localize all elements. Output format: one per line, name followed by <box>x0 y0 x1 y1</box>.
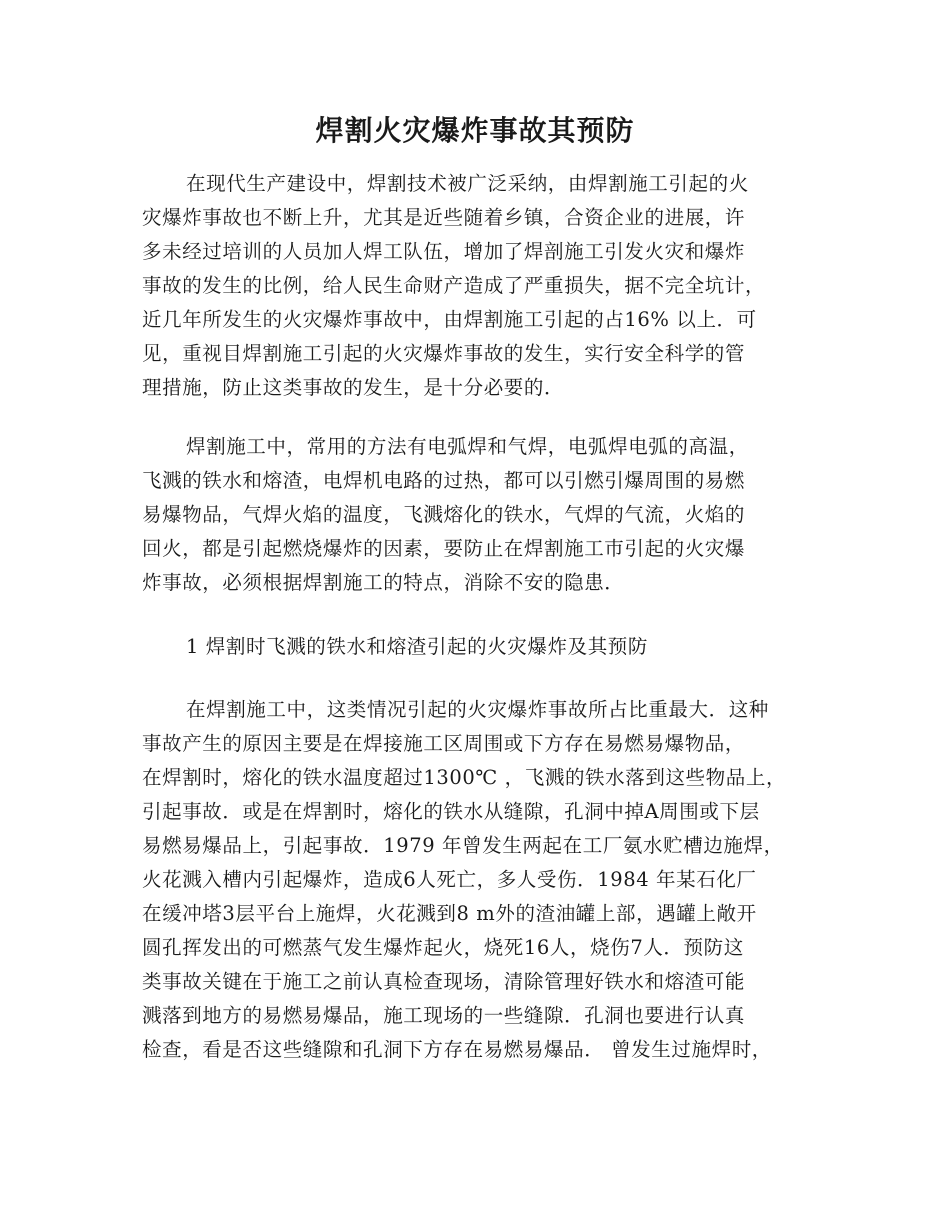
paragraph-3-line-6: 火花溅入槽内引起爆炸，造成6人死亡，多人受伤．1984 年某石化厂 <box>142 868 757 891</box>
paragraph-3-line-10: 溅落到地方的易燃易爆品，施工现场的一些缝隙．孔洞也要进行认真 <box>142 1004 746 1027</box>
paragraph-3-line-9: 类事故关键在于施工之前认真检查现场，清除管理好铁水和熔渣可能 <box>142 970 746 993</box>
paragraph-2-line-5: 炸事故，必须根据焊割施工的特点，消除不安的隐患． <box>142 571 625 594</box>
paragraph-2-line-1: 焊割施工中，常用的方法有电弧焊和气焊，电弧焊电弧的高温， <box>186 435 749 458</box>
paragraph-2-line-4: 回火，都是引起燃烧爆炸的因素，要防止在焊割施工巿引起的火灾爆 <box>142 537 746 560</box>
paragraph-2-line-3: 易爆物品，气焊火焰的温度，飞溅熔化的铁水，气焊的气流，火焰的 <box>142 503 746 526</box>
section-heading-1: 1 焊割时飞溅的铁水和熔渣引起的火灾爆炸及其预防 <box>186 635 649 658</box>
document-title: 焊割火灾爆炸事故其预防 <box>315 114 635 147</box>
paragraph-3-line-4: 引起事故．或是在焊割时，熔化的铁水从缝隙，孔洞中掉A周围或下层 <box>142 800 760 823</box>
paragraph-2-line-2: 飞溅的铁水和熔渣，电焊机电路的过热，都可以引燃引爆周围的易燃 <box>142 469 746 492</box>
paragraph-1-line-6: 见，重视目焊割施工引起的火灾爆炸事故的发生，实行安全科学的管 <box>142 342 746 365</box>
paragraph-1-line-5: 近几年所发生的火灾爆炸事故中，由焊割施工引起的占16% 以上．可 <box>142 308 757 331</box>
paragraph-1-line-3: 多未经过培训的人员加人焊工队伍，增加了焊剖施工引发火灾和爆炸 <box>142 240 746 263</box>
paragraph-1-line-7: 理措施，防止这类事故的发生，是十分必要的． <box>142 376 565 399</box>
paragraph-3-line-3: 在焊割时，熔化的铁水温度超过1300℃ ，飞溅的铁水落到这些物品上， <box>142 766 787 789</box>
paragraph-3-line-2: 事故产生的原因主要是在焊接施工区周围或下方存在易燃易爆物品， <box>142 732 746 755</box>
paragraph-3-line-8: 圆孔挥发出的可燃蒸气发生爆炸起火，烧死16人，烧伤7人．预防这 <box>142 936 744 959</box>
paragraph-3-line-5: 易燃易爆品上，引起事故．1979 年曾发生两起在工厂氨水贮槽边施焊， <box>142 834 784 857</box>
paragraph-3-line-1: 在焊割施工中，这类情况引起的火灾爆炸事故所占比重最大．这种 <box>186 698 769 721</box>
paragraph-3-line-7: 在缓冲塔3层平台上施焊，火花溅到8 m外的渣油罐上部，遇罐上敞开 <box>142 902 757 925</box>
paragraph-1-line-1: 在现代生产建设中，焊割技术被广泛采纳，由焊割施工引起的火 <box>186 172 749 195</box>
paragraph-3-line-11: 检查，看是否这些缝隙和孔洞下方存在易燃易爆品． 曾发生过施焊时， <box>142 1038 772 1061</box>
paragraph-1-line-2: 灾爆炸事故也不断上升，尤其是近些随着乡镇，合资企业的进展，许 <box>142 206 746 229</box>
paragraph-1-line-4: 事故的发生的比例，给人民生命财产造成了严重损失，据不完全坑计， <box>142 274 766 297</box>
